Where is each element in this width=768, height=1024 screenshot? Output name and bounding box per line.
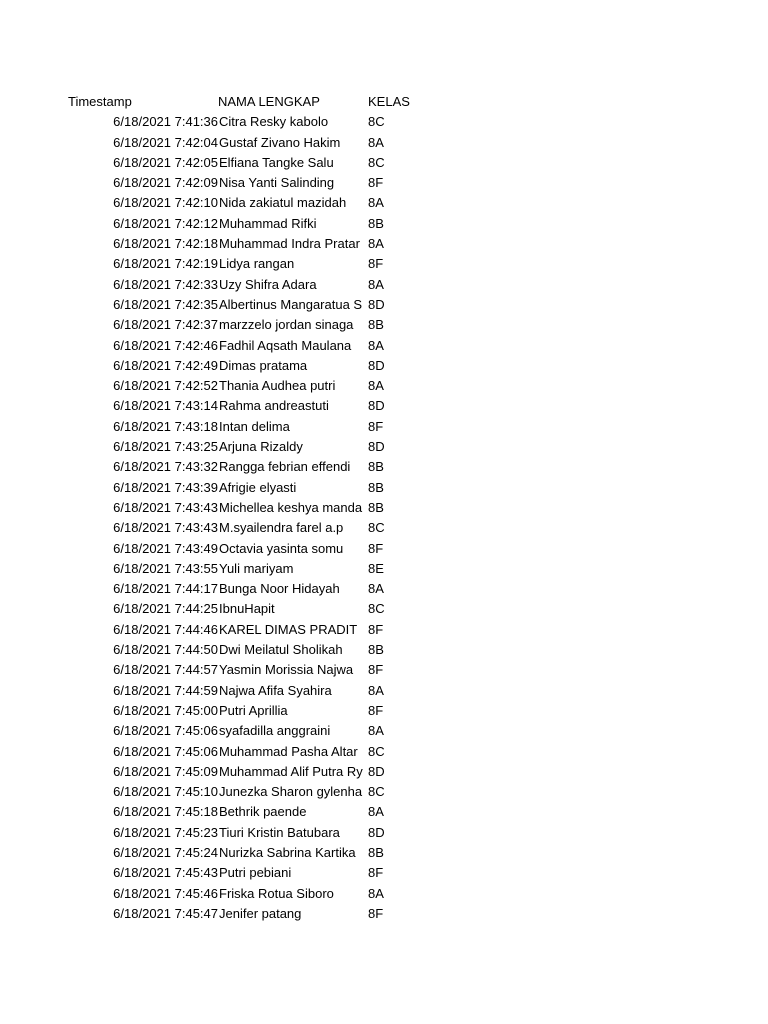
table-row [68, 802, 428, 822]
cell-kelas: 8C [368, 114, 385, 130]
cell-name: Albertinus Mangaratua S [219, 296, 363, 312]
cell-name: Bethrik paende [219, 804, 307, 820]
cell-timestamp: 6/18/2021 7:45:47 [113, 905, 218, 921]
table-row [68, 112, 428, 132]
table-row [68, 396, 428, 416]
table-row [68, 884, 428, 904]
cell-name: Nisa Yanti Salinding [219, 175, 335, 191]
cell-timestamp: 6/18/2021 7:44:50 [113, 642, 218, 658]
cell-timestamp: 6/18/2021 7:45:18 [113, 804, 218, 820]
cell-timestamp: 6/18/2021 7:42:33 [113, 276, 218, 292]
table-row [68, 315, 428, 335]
table-row [68, 295, 428, 315]
cell-name: Tiuri Kristin Batubara [219, 824, 340, 840]
cell-kelas: 8F [368, 540, 384, 556]
cell-name: Nida zakiatul mazidah [219, 195, 347, 211]
table-row [68, 559, 428, 579]
table-row [68, 173, 428, 193]
table-row [68, 437, 428, 457]
cell-kelas: 8B [368, 459, 384, 475]
cell-kelas: 8D [368, 439, 385, 455]
cell-name: Arjuna Rizaldy [219, 439, 303, 455]
table-row [68, 762, 428, 782]
cell-timestamp: 6/18/2021 7:45:09 [113, 763, 218, 779]
cell-timestamp: 6/18/2021 7:42:09 [113, 175, 218, 191]
cell-kelas: 8F [368, 621, 384, 637]
cell-name: Fadhil Aqsath Maulana [219, 337, 352, 353]
cell-kelas: 8B [368, 479, 384, 495]
cell-kelas: 8B [368, 317, 384, 333]
cell-timestamp: 6/18/2021 7:42:04 [113, 134, 218, 150]
cell-timestamp: 6/18/2021 7:45:46 [113, 885, 218, 901]
cell-kelas: 8A [368, 581, 384, 597]
cell-timestamp: 6/18/2021 7:45:23 [113, 824, 218, 840]
cell-kelas: 8D [368, 763, 385, 779]
table-row [68, 234, 428, 254]
cell-timestamp: 6/18/2021 7:42:18 [113, 236, 218, 252]
cell-name: Najwa Afifa Syahira [219, 682, 332, 698]
cell-kelas: 8A [368, 134, 384, 150]
cell-kelas: 8A [368, 337, 384, 353]
cell-name: Yasmin Morissia Najwa [219, 662, 354, 678]
cell-timestamp: 6/18/2021 7:42:10 [113, 195, 218, 211]
table-row [68, 478, 428, 498]
table-row [68, 356, 428, 376]
table-row [68, 376, 428, 396]
cell-timestamp: 6/18/2021 7:42:35 [113, 296, 218, 312]
cell-timestamp: 6/18/2021 7:44:57 [113, 662, 218, 678]
cell-timestamp: 6/18/2021 7:41:36 [113, 114, 218, 130]
cell-name: Putri pebiani [219, 865, 292, 881]
cell-timestamp: 6/18/2021 7:44:17 [113, 581, 218, 597]
cell-kelas: 8E [368, 560, 384, 576]
cell-timestamp: 6/18/2021 7:42:37 [113, 317, 218, 333]
table-row [68, 742, 428, 762]
cell-kelas: 8D [368, 296, 385, 312]
cell-kelas: 8F [368, 418, 384, 434]
table-row [68, 823, 428, 843]
table-row [68, 620, 428, 640]
cell-timestamp: 6/18/2021 7:44:46 [113, 621, 218, 637]
cell-timestamp: 6/18/2021 7:45:43 [113, 865, 218, 881]
cell-kelas: 8A [368, 378, 384, 394]
cell-kelas: 8F [368, 905, 384, 921]
header-name: NAMA LENGKAP [218, 94, 320, 109]
table-row [68, 336, 428, 356]
cell-kelas: 8C [368, 784, 385, 800]
cell-name: Dimas pratama [219, 357, 308, 373]
cell-name: Jenifer patang [219, 905, 302, 921]
table-row [68, 721, 428, 741]
cell-timestamp: 6/18/2021 7:43:18 [113, 418, 218, 434]
table-row [68, 133, 428, 153]
cell-name: Yuli mariyam [219, 560, 294, 576]
cell-kelas: 8B [368, 499, 384, 515]
cell-timestamp: 6/18/2021 7:45:06 [113, 743, 218, 759]
table-row [68, 843, 428, 863]
cell-kelas: 8A [368, 682, 384, 698]
cell-kelas: 8B [368, 215, 384, 231]
cell-name: syafadilla anggraini [219, 723, 331, 739]
cell-kelas: 8F [368, 256, 384, 272]
cell-name: Muhammad Pasha Altar [219, 743, 358, 759]
cell-name: IbnuHapit [219, 601, 275, 617]
cell-name: Michellea keshya manda [219, 499, 363, 515]
cell-name: Intan delima [219, 418, 290, 434]
table-row [68, 681, 428, 701]
table-row [68, 254, 428, 274]
cell-timestamp: 6/18/2021 7:45:24 [113, 844, 218, 860]
cell-kelas: 8D [368, 357, 385, 373]
table-row [68, 498, 428, 518]
table-row [68, 417, 428, 437]
cell-kelas: 8C [368, 154, 385, 170]
cell-timestamp: 6/18/2021 7:43:55 [113, 560, 218, 576]
cell-timestamp: 6/18/2021 7:43:43 [113, 499, 218, 515]
cell-name: Gustaf Zivano Hakim [219, 134, 341, 150]
cell-kelas: 8A [368, 723, 384, 739]
cell-name: Muhammad Indra Pratar [219, 236, 360, 252]
cell-name: Afrigie elyasti [219, 479, 297, 495]
cell-name: Rangga febrian effendi [219, 459, 351, 475]
cell-kelas: 8C [368, 743, 385, 759]
cell-timestamp: 6/18/2021 7:43:43 [113, 520, 218, 536]
cell-timestamp: 6/18/2021 7:42:12 [113, 215, 218, 231]
cell-name: Muhammad Rifki [219, 215, 317, 231]
cell-timestamp: 6/18/2021 7:43:39 [113, 479, 218, 495]
cell-name: Uzy Shifra Adara [219, 276, 317, 292]
cell-name: M.syailendra farel a.p [219, 520, 344, 536]
cell-kelas: 8C [368, 601, 385, 617]
cell-name: KAREL DIMAS PRADIT [219, 621, 358, 637]
table-row [68, 153, 428, 173]
cell-timestamp: 6/18/2021 7:42:52 [113, 378, 218, 394]
cell-name: Lidya rangan [219, 256, 295, 272]
cell-kelas: 8C [368, 520, 385, 536]
cell-name: Putri Aprillia [219, 702, 288, 718]
cell-name: Friska Rotua Siboro [219, 885, 334, 901]
data-rows [68, 112, 428, 924]
cell-kelas: 8A [368, 804, 384, 820]
table-row [68, 518, 428, 538]
table-row [68, 640, 428, 660]
table-row [68, 599, 428, 619]
cell-name: Junezka Sharon gylenha [219, 784, 363, 800]
cell-name: marzzelo jordan sinaga [219, 317, 354, 333]
cell-kelas: 8F [368, 865, 384, 881]
cell-timestamp: 6/18/2021 7:44:25 [113, 601, 218, 617]
header-kelas: KELAS [368, 94, 410, 109]
table-row [68, 701, 428, 721]
cell-name: Nurizka Sabrina Kartika [219, 844, 356, 860]
cell-kelas: 8F [368, 175, 384, 191]
table-row [68, 782, 428, 802]
cell-name: Bunga Noor Hidayah [219, 581, 340, 597]
cell-timestamp: 6/18/2021 7:42:05 [113, 154, 218, 170]
cell-timestamp: 6/18/2021 7:45:10 [113, 784, 218, 800]
cell-name: Thania Audhea putri [219, 378, 336, 394]
cell-name: Rahma andreastuti [219, 398, 329, 414]
table-row [68, 579, 428, 599]
header-row [68, 92, 428, 112]
cell-timestamp: 6/18/2021 7:44:59 [113, 682, 218, 698]
cell-name: Octavia yasinta somu [219, 540, 344, 556]
table-row [68, 660, 428, 680]
cell-kelas: 8F [368, 702, 384, 718]
cell-timestamp: 6/18/2021 7:45:06 [113, 723, 218, 739]
table-row [68, 904, 428, 924]
header-timestamp: Timestamp [68, 94, 132, 109]
cell-kelas: 8A [368, 195, 384, 211]
cell-timestamp: 6/18/2021 7:43:25 [113, 439, 218, 455]
cell-kelas: 8B [368, 844, 384, 860]
cell-name: Dwi Meilatul Sholikah [219, 642, 343, 658]
cell-name: Muhammad Alif Putra Ry [219, 763, 363, 779]
cell-timestamp: 6/18/2021 7:43:14 [113, 398, 218, 414]
table-row [68, 457, 428, 477]
table-row [68, 863, 428, 883]
table-row [68, 539, 428, 559]
cell-name: Citra Resky kabolo [219, 114, 329, 130]
cell-kelas: 8A [368, 236, 384, 252]
cell-kelas: 8F [368, 662, 384, 678]
cell-timestamp: 6/18/2021 7:42:49 [113, 357, 218, 373]
cell-kelas: 8D [368, 398, 385, 414]
cell-timestamp: 6/18/2021 7:45:00 [113, 702, 218, 718]
cell-kelas: 8A [368, 885, 384, 901]
table-row [68, 193, 428, 213]
attendance-sheet [68, 92, 428, 924]
cell-kelas: 8D [368, 824, 385, 840]
cell-timestamp: 6/18/2021 7:43:32 [113, 459, 218, 475]
table-row [68, 275, 428, 295]
cell-name: Elfiana Tangke Salu [219, 154, 334, 170]
cell-timestamp: 6/18/2021 7:42:46 [113, 337, 218, 353]
cell-kelas: 8B [368, 642, 384, 658]
table-row [68, 214, 428, 234]
cell-kelas: 8A [368, 276, 384, 292]
cell-timestamp: 6/18/2021 7:42:19 [113, 256, 218, 272]
cell-timestamp: 6/18/2021 7:43:49 [113, 540, 218, 556]
